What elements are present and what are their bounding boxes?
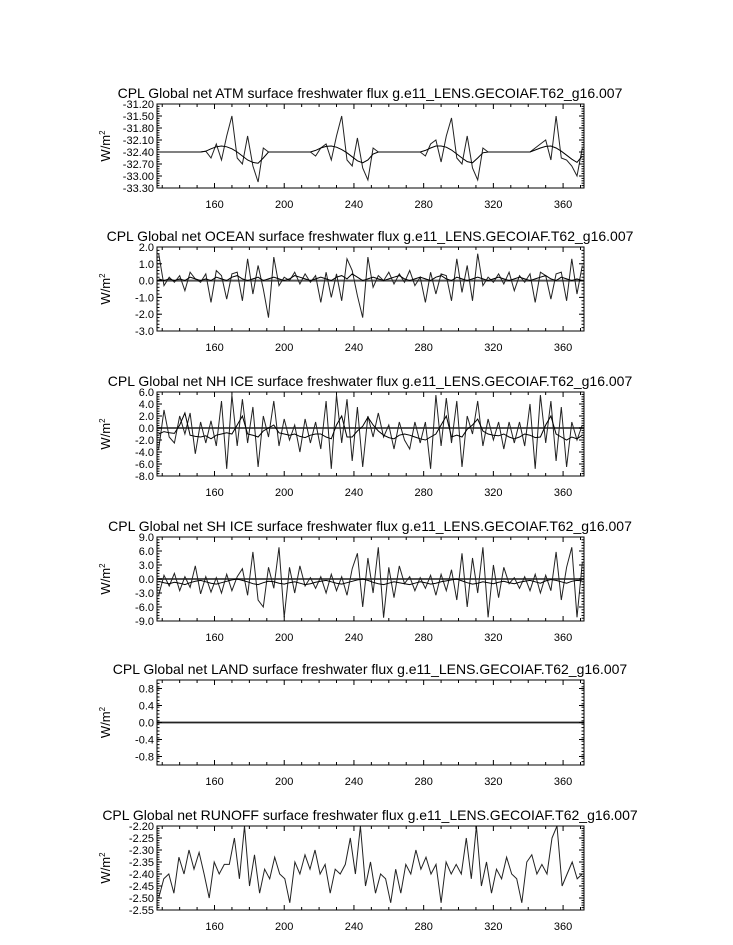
y-tick-label: 4.0 — [138, 399, 154, 411]
y-tick-label: 0.0 — [138, 717, 154, 730]
y-tick-label: -2.45 — [128, 881, 154, 893]
y-tick-label: -31.80 — [122, 123, 154, 135]
x-tick-label: 360 — [553, 199, 573, 211]
y-tick-label: 2.0 — [138, 411, 154, 423]
y-axis-label-superscript: 2 — [98, 563, 107, 568]
y-tick-label: -31.20 — [122, 99, 154, 111]
series-line-monthly — [159, 254, 583, 318]
x-tick-label: 160 — [205, 199, 224, 211]
x-tick-label: 280 — [414, 199, 433, 211]
chart-panel-1 — [98, 85, 623, 211]
y-tick-label: -2.35 — [128, 857, 154, 869]
y-tick-label: -4.0 — [135, 447, 154, 459]
y-tick-label: -1.0 — [135, 292, 154, 305]
x-tick-label: 360 — [553, 487, 573, 499]
y-tick-label: -8.0 — [135, 471, 154, 483]
y-tick-label: 6.0 — [138, 546, 154, 558]
x-tick-label: 360 — [553, 921, 573, 933]
chart-title: CPL Global net RUNOFF surface freshwater flux g.e11_LENS.GECOIAF.T62_g16.007 — [102, 807, 638, 823]
chart-title: CPL Global net NH ICE surface freshwater flux g.e11_LENS.GECOIAF.T62_g16.007 — [107, 373, 633, 389]
y-axis-label — [98, 130, 113, 162]
x-tick-label: 240 — [344, 776, 364, 788]
x-tick-label: 240 — [344, 199, 364, 211]
x-tick-label: 160 — [205, 632, 224, 644]
y-axis-label-text: W/m — [98, 134, 113, 162]
y-tick-label: -6.0 — [135, 602, 154, 614]
y-axis-label-text: W/m — [98, 856, 113, 884]
y-tick-label: -6.0 — [135, 459, 154, 471]
x-tick-label: 280 — [414, 776, 433, 788]
y-tick-label: 0.4 — [138, 700, 154, 713]
x-tick-label: 200 — [275, 199, 294, 211]
x-tick-label: 160 — [205, 342, 224, 354]
plot-frame — [157, 826, 584, 910]
chart-title: CPL Global net OCEAN surface freshwater flux g.e11_LENS.GECOIAF.T62_g16.007 — [106, 228, 634, 244]
x-tick-label: 360 — [553, 342, 573, 354]
y-tick-label: -32.10 — [122, 135, 154, 147]
y-tick-label: -0.4 — [135, 734, 154, 747]
y-tick-label: 6.0 — [138, 387, 154, 399]
y-axis-label — [98, 706, 113, 738]
y-axis-label — [98, 852, 113, 884]
y-tick-label: -33.30 — [122, 183, 154, 195]
chart-panel-2 — [98, 228, 634, 354]
y-tick-label: -31.50 — [122, 111, 154, 123]
y-axis-label-text: W/m — [98, 422, 113, 450]
x-tick-label: 160 — [205, 921, 224, 933]
x-tick-label: 160 — [205, 776, 224, 788]
x-tick-label: 200 — [275, 776, 294, 788]
y-tick-label: -2.30 — [128, 845, 154, 857]
y-tick-label: 0.0 — [138, 275, 154, 288]
chart-panel-6 — [98, 807, 638, 933]
y-axis-label — [98, 563, 113, 595]
x-tick-label: 320 — [484, 342, 503, 354]
y-axis-label-superscript: 2 — [98, 706, 107, 712]
y-axis-label-superscript: 2 — [98, 273, 107, 278]
y-axis-label-text: W/m — [98, 567, 113, 595]
y-tick-label: -2.25 — [128, 833, 154, 845]
y-axis-label — [98, 418, 113, 450]
x-tick-label: 200 — [275, 632, 294, 644]
y-tick-label: -2.40 — [128, 869, 154, 881]
x-tick-label: 320 — [484, 199, 503, 211]
x-tick-label: 320 — [484, 921, 503, 933]
y-tick-label: 0.0 — [138, 423, 154, 435]
y-tick-label: 1.0 — [138, 258, 154, 271]
chart-panel-5 — [98, 661, 627, 788]
chart-panel-4 — [98, 518, 632, 644]
y-tick-label: -2.0 — [135, 309, 154, 322]
series-line-monthly — [159, 395, 583, 469]
y-tick-label: -2.55 — [128, 905, 154, 917]
y-tick-label: -2.50 — [128, 893, 154, 905]
y-tick-label: -33.00 — [122, 171, 154, 183]
x-tick-label: 360 — [553, 776, 573, 788]
x-tick-label: 240 — [344, 487, 364, 499]
x-tick-label: 320 — [484, 776, 503, 788]
y-tick-label: -32.70 — [122, 159, 154, 171]
x-tick-label: 280 — [414, 632, 433, 644]
y-tick-label: 9.0 — [138, 532, 154, 544]
y-tick-label: 0.8 — [138, 683, 154, 696]
x-tick-label: 280 — [414, 342, 433, 354]
x-tick-label: 280 — [414, 487, 433, 499]
y-tick-label: -2.0 — [135, 435, 154, 447]
y-tick-label: 2.0 — [138, 242, 154, 254]
y-tick-label: -3.0 — [135, 326, 154, 338]
y-axis-label-superscript: 2 — [98, 852, 107, 857]
y-tick-label: -0.8 — [135, 751, 154, 764]
x-tick-label: 360 — [553, 632, 573, 644]
x-tick-label: 200 — [275, 342, 294, 354]
y-axis-label — [98, 273, 113, 305]
y-tick-label: 0.0 — [138, 574, 154, 586]
y-axis-label-text: W/m — [98, 277, 113, 305]
x-tick-label: 160 — [205, 487, 224, 499]
x-tick-label: 280 — [414, 921, 433, 933]
chart-title: CPL Global net LAND surface freshwater flux g.e11_LENS.GECOIAF.T62_g16.007 — [112, 661, 628, 677]
x-tick-label: 200 — [275, 921, 294, 933]
chart-panel-3 — [98, 373, 632, 499]
y-tick-label: -3.0 — [135, 588, 154, 600]
x-tick-label: 240 — [344, 342, 364, 354]
x-tick-label: 200 — [275, 487, 294, 499]
y-tick-label: -9.0 — [135, 616, 154, 628]
x-tick-label: 240 — [344, 632, 364, 644]
plot-frame — [157, 247, 584, 331]
x-tick-label: 240 — [344, 921, 364, 933]
x-tick-label: 320 — [484, 487, 503, 499]
y-tick-label: 3.0 — [138, 560, 154, 572]
series-line-monthly — [159, 116, 583, 182]
y-axis-label-superscript: 2 — [98, 130, 107, 135]
y-axis-label-text: W/m — [98, 711, 113, 739]
y-tick-label: -32.40 — [122, 147, 154, 159]
x-tick-label: 320 — [484, 632, 503, 644]
chart-title: CPL Global net SH ICE surface freshwater flux g.e11_LENS.GECOIAF.T62_g16.007 — [108, 518, 632, 534]
chart-title: CPL Global net ATM surface freshwater flux g.e11_LENS.GECOIAF.T62_g16.007 — [117, 85, 623, 101]
y-tick-label: -2.20 — [128, 821, 154, 833]
y-axis-label-superscript: 2 — [98, 418, 107, 423]
series-line-monthly — [159, 826, 583, 903]
